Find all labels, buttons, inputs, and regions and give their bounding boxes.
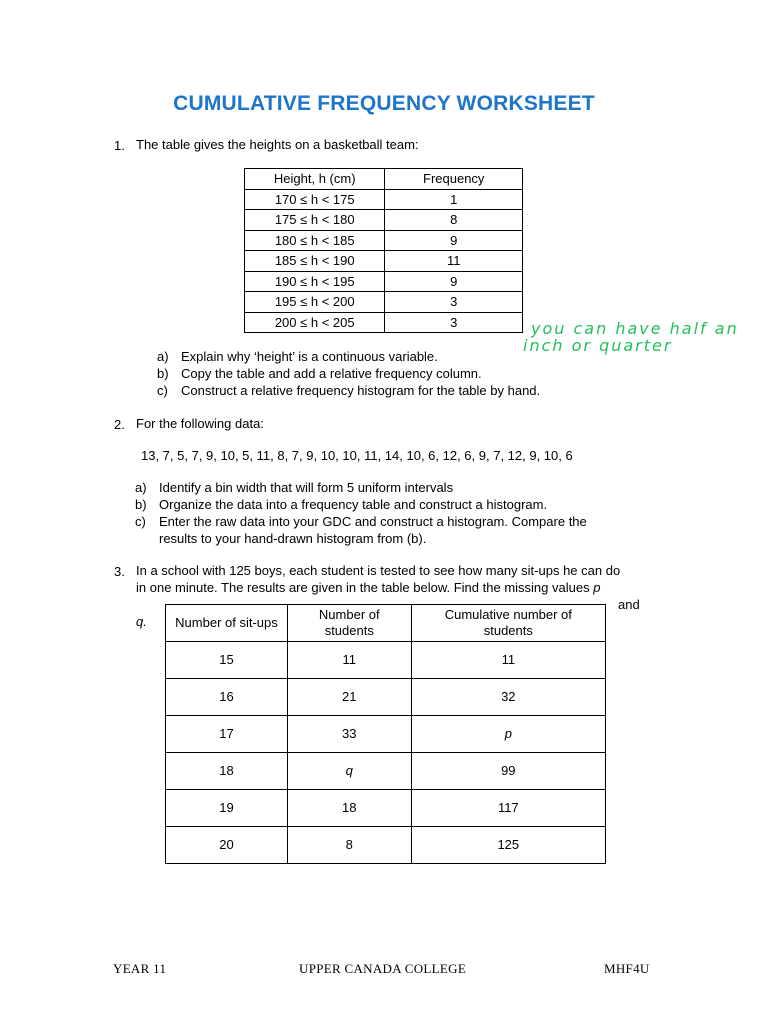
question-2-part-c-continued: results to your hand-drawn histogram from (b). (159, 531, 427, 546)
height-cell: 185 ≤ h < 190 (245, 251, 385, 272)
part-text: Identify a bin width that will form 5 uniform intervals (159, 480, 454, 495)
question-3-and: and (618, 597, 640, 612)
part-text: Enter the raw data into your GDC and construct a histogram. Compare the (159, 514, 587, 529)
part-label: c) (135, 514, 146, 529)
part-text: Explain why ‘height’ is a continuous variable. (181, 349, 438, 364)
variable-p: p (593, 580, 601, 595)
table-row (166, 716, 606, 753)
height-cell: 175 ≤ h < 180 (245, 210, 385, 231)
height-cell: 170 ≤ h < 175 (245, 189, 385, 210)
students-cell: 18 (287, 790, 411, 827)
table-row (245, 312, 523, 333)
students-cell: q (287, 753, 411, 790)
part-text: Organize the data into a frequency table and construct a histogram. (159, 497, 548, 512)
situps-table (165, 604, 606, 864)
header-cumulative: Cumulative number of students (411, 605, 605, 642)
table-row (245, 271, 523, 292)
part-text: Construct a relative frequency histogram for the table by hand. (181, 383, 541, 398)
students-cell: 11 (287, 642, 411, 679)
cumulative-cell: 125 (411, 827, 605, 864)
students-cell: 21 (287, 679, 411, 716)
table-row (245, 230, 523, 251)
header-students: Number of students (287, 605, 411, 642)
table-row (166, 679, 606, 716)
situps-cell: 19 (166, 790, 288, 827)
part-label: a) (157, 349, 169, 364)
frequency-cell: 1 (385, 189, 523, 210)
students-cell: 33 (287, 716, 411, 753)
frequency-cell: 3 (385, 312, 523, 333)
situps-cell: 20 (166, 827, 288, 864)
situps-table-header (166, 605, 606, 642)
height-cell: 195 ≤ h < 200 (245, 292, 385, 313)
question-3-line-2-text: in one minute. The results are given in the table below. Find the missing values (136, 580, 594, 595)
question-3-line-1: In a school with 125 boys, each student is tested to see how many sit-ups he can do (136, 563, 621, 578)
part-label: a) (135, 480, 147, 495)
footer-course-code: MHF4U (604, 961, 650, 976)
question-3-line-2 (136, 579, 600, 596)
handwritten-note-line-2: inch or quarter (523, 336, 673, 355)
table-row (245, 189, 523, 210)
cumulative-cell: p (411, 716, 605, 753)
situps-cell: 17 (166, 716, 288, 753)
situps-cell: 16 (166, 679, 288, 716)
question-3-number: 3. (114, 564, 125, 579)
table-row (245, 292, 523, 313)
heights-table (244, 168, 523, 333)
part-label: b) (135, 497, 147, 512)
question-1-number: 1. (114, 138, 125, 153)
header-situps: Number of sit-ups (166, 605, 288, 642)
cumulative-cell: 11 (411, 642, 605, 679)
header-frequency: Frequency (385, 169, 523, 190)
frequency-cell: 8 (385, 210, 523, 231)
situps-cell: 18 (166, 753, 288, 790)
part-text: Copy the table and add a relative frequency column. (181, 366, 482, 381)
table-row (166, 790, 606, 827)
part-label: c) (157, 383, 168, 398)
cumulative-cell: 99 (411, 753, 605, 790)
question-1-text: The table gives the heights on a basketball team: (136, 137, 419, 152)
variable-q-label: q. (136, 614, 147, 629)
frequency-cell: 3 (385, 292, 523, 313)
part-label: b) (157, 366, 169, 381)
question-2-text: For the following data: (136, 416, 264, 431)
table-row (245, 251, 523, 272)
question-2-data: 13, 7, 5, 7, 9, 10, 5, 11, 8, 7, 9, 10, 10, 11, 14, 10, 6, 12, 6, 9, 7, 12, 9, 10, 6 (141, 448, 573, 463)
table-row (166, 642, 606, 679)
question-2-number: 2. (114, 417, 125, 432)
table-row (166, 753, 606, 790)
students-cell: 8 (287, 827, 411, 864)
heights-table-header (245, 169, 523, 190)
situps-cell: 15 (166, 642, 288, 679)
cumulative-cell: 32 (411, 679, 605, 716)
height-cell: 200 ≤ h < 205 (245, 312, 385, 333)
cumulative-cell: 117 (411, 790, 605, 827)
height-cell: 180 ≤ h < 185 (245, 230, 385, 251)
header-height: Height, h (cm) (245, 169, 385, 190)
table-row (245, 210, 523, 231)
frequency-cell: 9 (385, 271, 523, 292)
footer-year: YEAR 11 (113, 961, 167, 976)
handwritten-note-line-1: you can have half an (531, 319, 739, 338)
footer-school: UPPER CANADA COLLEGE (299, 961, 467, 976)
worksheet-title: CUMULATIVE FREQUENCY WORKSHEET (173, 92, 595, 115)
frequency-cell: 11 (385, 251, 523, 272)
table-row (166, 827, 606, 864)
frequency-cell: 9 (385, 230, 523, 251)
height-cell: 190 ≤ h < 195 (245, 271, 385, 292)
